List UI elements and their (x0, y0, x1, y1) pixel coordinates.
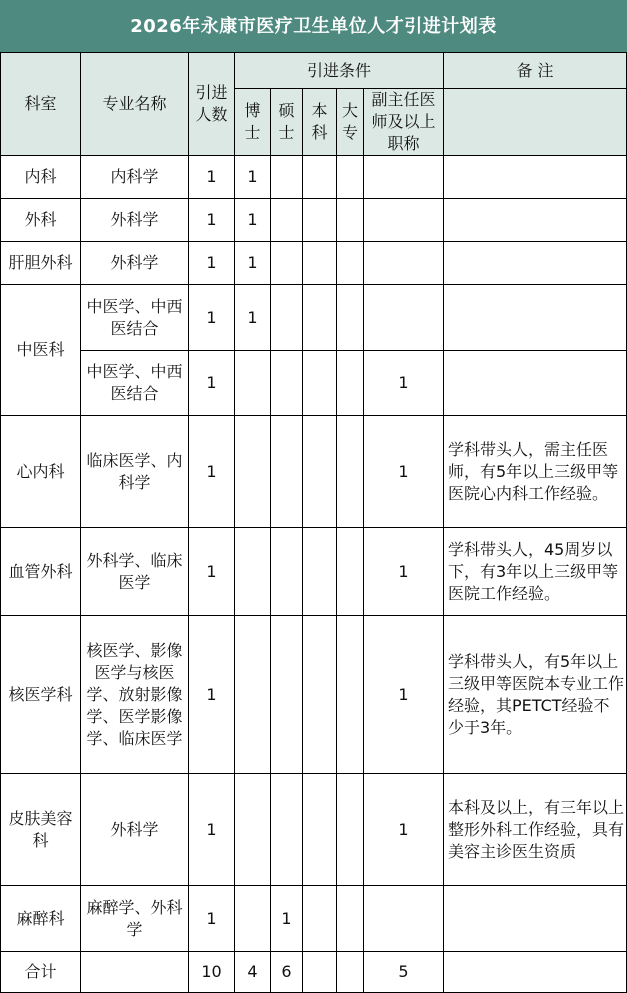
cell-phd (235, 351, 271, 416)
cell-college (337, 156, 364, 199)
cell-bachelor (303, 199, 337, 242)
table-row (1, 156, 627, 199)
table-row (1, 416, 627, 528)
cell-bachelor (303, 616, 337, 774)
cell-phd (235, 416, 271, 528)
cell-note (444, 285, 627, 351)
cell-note (444, 351, 627, 416)
table-title: 2026年永康市医疗卫生单位人才引进计划表 (1, 1, 627, 53)
cell-phd (235, 616, 271, 774)
cell-count: 1 (189, 774, 235, 886)
header-conditions-group: 引进条件 (235, 53, 444, 89)
total-major (81, 952, 189, 993)
cell-bachelor (303, 528, 337, 616)
cell-senior (364, 156, 444, 199)
cell-phd: 1 (235, 285, 271, 351)
cell-major: 中医学、中西医结合 (81, 351, 189, 416)
cell-phd (235, 886, 271, 952)
header-major: 专业名称 (81, 53, 189, 156)
cell-master (271, 285, 303, 351)
total-senior: 5 (364, 952, 444, 993)
cell-senior: 1 (364, 528, 444, 616)
cell-senior: 1 (364, 351, 444, 416)
total-label: 合计 (1, 952, 81, 993)
cell-college (337, 774, 364, 886)
cell-note (444, 199, 627, 242)
total-count: 10 (189, 952, 235, 993)
cell-note: 本科及以上，有三年以上整形外科工作经验，具有美容主诊医生资质 (444, 774, 627, 886)
cell-count: 1 (189, 351, 235, 416)
table-row (1, 242, 627, 285)
cell-senior: 1 (364, 774, 444, 886)
header-master: 硕士 (271, 89, 303, 156)
cell-major: 麻醉学、外科学 (81, 886, 189, 952)
cell-dept: 血管外科 (1, 528, 81, 616)
cell-senior: 1 (364, 616, 444, 774)
cell-dept: 核医学科 (1, 616, 81, 774)
cell-count: 1 (189, 285, 235, 351)
cell-bachelor (303, 774, 337, 886)
cell-dept: 心内科 (1, 416, 81, 528)
total-note (444, 952, 627, 993)
cell-note (444, 156, 627, 199)
cell-note: 学科带头人，需主任医师，有5年以上三级甲等医院心内科工作经验。 (444, 416, 627, 528)
header-remarks: 备 注 (444, 53, 627, 89)
cell-count: 1 (189, 416, 235, 528)
table-row (1, 528, 627, 616)
cell-note: 学科带头人，有5年以上三级甲等医院本专业工作经验，其PETCT经验不少于3年。 (444, 616, 627, 774)
cell-bachelor (303, 351, 337, 416)
cell-note (444, 242, 627, 285)
cell-count: 1 (189, 242, 235, 285)
cell-master (271, 351, 303, 416)
cell-dept: 内科 (1, 156, 81, 199)
cell-count: 1 (189, 886, 235, 952)
total-college (337, 952, 364, 993)
header-remarks-blank (444, 89, 627, 156)
cell-master (271, 528, 303, 616)
cell-college (337, 285, 364, 351)
cell-dept: 肝胆外科 (1, 242, 81, 285)
table-row (1, 774, 627, 886)
cell-bachelor (303, 886, 337, 952)
cell-dept: 中医科 (1, 285, 81, 416)
cell-major: 外科学 (81, 242, 189, 285)
cell-major: 中医学、中西医结合 (81, 285, 189, 351)
cell-count: 1 (189, 156, 235, 199)
cell-major: 外科学 (81, 774, 189, 886)
table-row (1, 886, 627, 952)
cell-master (271, 416, 303, 528)
header-count-label: 引进人数 (195, 83, 228, 124)
cell-dept: 皮肤美容科 (1, 774, 81, 886)
cell-bachelor (303, 156, 337, 199)
cell-senior (364, 199, 444, 242)
cell-dept: 外科 (1, 199, 81, 242)
cell-college (337, 616, 364, 774)
cell-college (337, 199, 364, 242)
cell-major: 外科学 (81, 199, 189, 242)
table-row (1, 285, 627, 351)
cell-count: 1 (189, 199, 235, 242)
cell-college (337, 528, 364, 616)
cell-senior (364, 285, 444, 351)
cell-phd: 1 (235, 242, 271, 285)
title-row (1, 1, 627, 53)
cell-senior (364, 886, 444, 952)
cell-dept: 麻醉科 (1, 886, 81, 952)
cell-master (271, 199, 303, 242)
cell-major: 临床医学、内科学 (81, 416, 189, 528)
cell-note (444, 886, 627, 952)
cell-master (271, 242, 303, 285)
header-row-group (1, 53, 627, 89)
header-senior-title: 副主任医师及以上职称 (364, 89, 444, 156)
cell-senior: 1 (364, 416, 444, 528)
cell-count: 1 (189, 616, 235, 774)
cell-phd: 1 (235, 199, 271, 242)
cell-note: 学科带头人，45周岁以下，有3年以上三级甲等医院工作经验。 (444, 528, 627, 616)
cell-phd: 1 (235, 156, 271, 199)
total-bachelor (303, 952, 337, 993)
cell-master (271, 156, 303, 199)
cell-bachelor (303, 242, 337, 285)
cell-college (337, 886, 364, 952)
cell-master (271, 774, 303, 886)
cell-bachelor (303, 285, 337, 351)
header-college: 大专 (337, 89, 364, 156)
table-row (1, 199, 627, 242)
cell-major: 核医学、影像医学与核医学、放射影像学、医学影像学、临床医学 (81, 616, 189, 774)
header-phd: 博士 (235, 89, 271, 156)
table-row (1, 351, 627, 416)
cell-master: 1 (271, 886, 303, 952)
cell-master (271, 616, 303, 774)
total-phd: 4 (235, 952, 271, 993)
cell-phd (235, 528, 271, 616)
cell-college (337, 416, 364, 528)
total-master: 6 (271, 952, 303, 993)
total-row (1, 952, 627, 993)
header-dept: 科室 (1, 53, 81, 156)
cell-college (337, 351, 364, 416)
header-count (189, 53, 235, 156)
cell-major: 内科学 (81, 156, 189, 199)
table-row (1, 616, 627, 774)
cell-phd (235, 774, 271, 886)
header-bachelor: 本科 (303, 89, 337, 156)
cell-senior (364, 242, 444, 285)
cell-college (337, 242, 364, 285)
cell-major: 外科学、临床医学 (81, 528, 189, 616)
cell-bachelor (303, 416, 337, 528)
cell-count: 1 (189, 528, 235, 616)
